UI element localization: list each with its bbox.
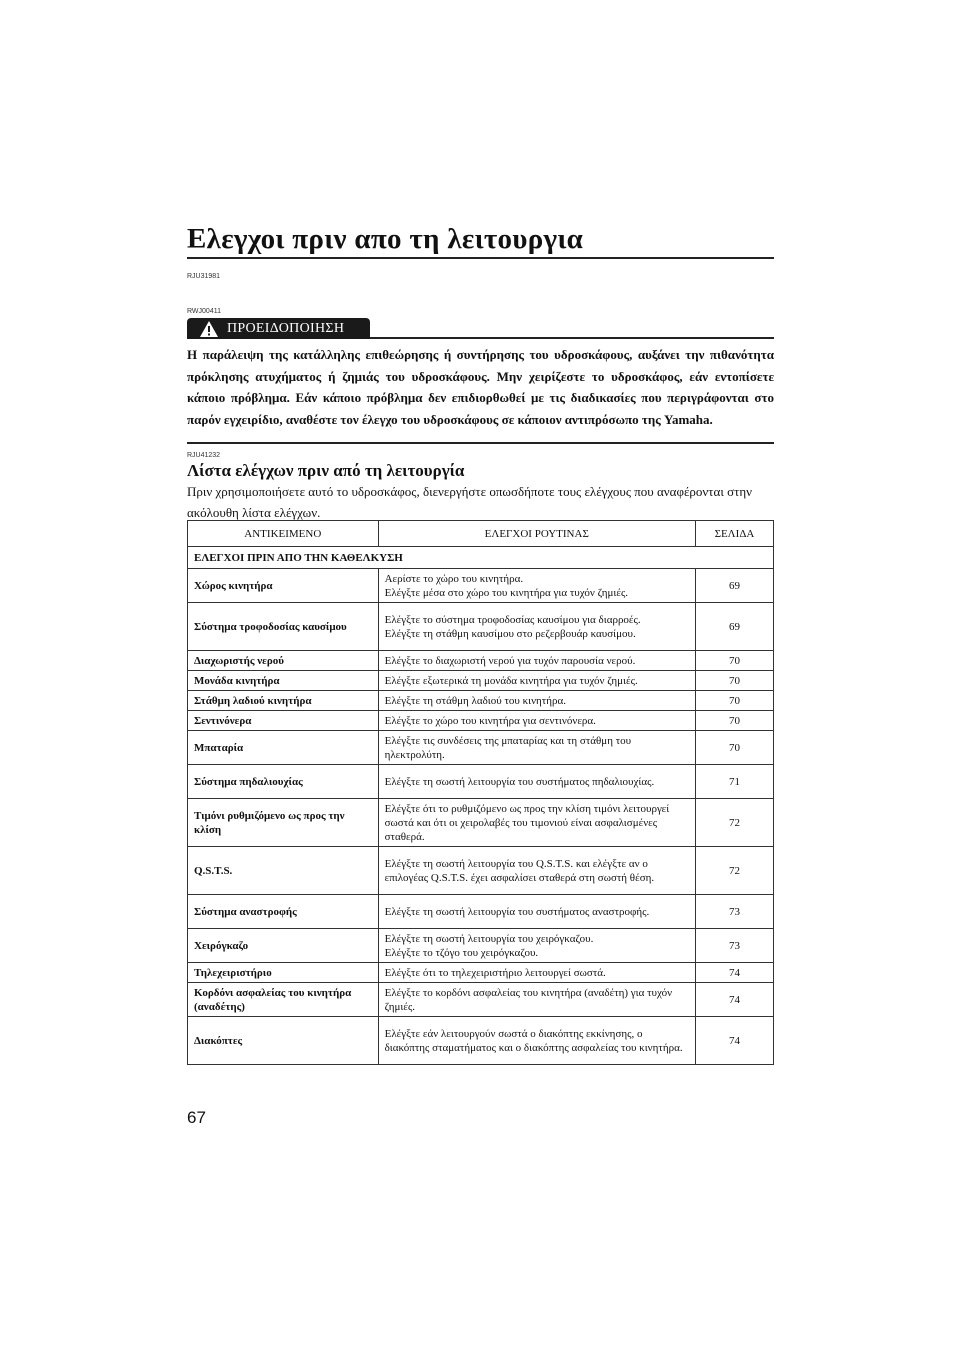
table-row bbox=[188, 671, 774, 691]
row-page: 70 bbox=[695, 731, 773, 765]
header-checks: ΕΛΕΓΧΟΙ ΡΟΥΤΙΝΑΣ bbox=[378, 521, 695, 547]
row-page: 72 bbox=[695, 847, 773, 895]
section-code: RJU41232 bbox=[187, 452, 221, 459]
table-row bbox=[188, 929, 774, 963]
table-header-row bbox=[188, 521, 774, 547]
row-page: 73 bbox=[695, 895, 773, 929]
checklist-table bbox=[187, 520, 774, 1065]
row-check: Αερίστε το χώρο του κινητήρα. Ελέγξτε μέσα στο χώρο του κινητήρα για τυχόν ζημιές. bbox=[378, 569, 695, 603]
row-check: Ελέγξτε το χώρο του κινητήρα για σεντινόνερα. bbox=[378, 711, 695, 731]
row-page: 69 bbox=[695, 603, 773, 651]
table-row bbox=[188, 765, 774, 799]
warning-badge bbox=[187, 318, 370, 339]
table-row bbox=[188, 731, 774, 765]
table-row bbox=[188, 983, 774, 1017]
row-item: Μονάδα κινητήρα bbox=[188, 671, 379, 691]
row-check: Ελέγξτε τη στάθμη λαδιού του κινητήρα. bbox=[378, 691, 695, 711]
row-page: 70 bbox=[695, 671, 773, 691]
row-item: Χειρόγκαζο bbox=[188, 929, 379, 963]
warning-bottom-rule bbox=[187, 442, 774, 444]
row-item: Τηλεχειριστήριο bbox=[188, 963, 379, 983]
table-group-row bbox=[188, 547, 774, 569]
table-row bbox=[188, 603, 774, 651]
row-check: Ελέγξτε τη σωστή λειτουργία του συστήματος πηδαλιουχίας. bbox=[378, 765, 695, 799]
table-row bbox=[188, 1017, 774, 1065]
row-item: Q.S.T.S. bbox=[188, 847, 379, 895]
table-row bbox=[188, 895, 774, 929]
header-item: ΑΝΤΙΚΕΙΜΕΝΟ bbox=[188, 521, 379, 547]
row-item: Χώρος κινητήρα bbox=[188, 569, 379, 603]
row-page: 74 bbox=[695, 1017, 773, 1065]
group-label: ΕΛΕΓΧΟΙ ΠΡΙΝ ΑΠΟ ΤΗΝ ΚΑΘΕΛΚΥΣΗ bbox=[188, 547, 774, 569]
page-title: Ελεγχοι πριν απο τη λειτουργια bbox=[187, 222, 774, 259]
row-item: Διακόπτες bbox=[188, 1017, 379, 1065]
row-check: Ελέγξτε εξωτερικά τη μονάδα κινητήρα για τυχόν ζημιές. bbox=[378, 671, 695, 691]
section-title: Λίστα ελέγχων πριν από τη λειτουργία bbox=[187, 461, 465, 480]
table-row bbox=[188, 963, 774, 983]
row-page: 69 bbox=[695, 569, 773, 603]
row-item: Μπαταρία bbox=[188, 731, 379, 765]
row-check: Ελέγξτε το κορδόνι ασφαλείας του κινητήρα (αναδέτη) για τυχόν ζημιές. bbox=[378, 983, 695, 1017]
table-row bbox=[188, 711, 774, 731]
table-row bbox=[188, 691, 774, 711]
row-check: Ελέγξτε εάν λειτουργούν σωστά ο διακόπτης εκκίνησης, ο διακόπτης σταματήματος και ο διακόπτης ασφαλείας του κινητήρα. bbox=[378, 1017, 695, 1065]
table-row bbox=[188, 847, 774, 895]
row-check: Ελέγξτε τη σωστή λειτουργία του χειρόγκαζου. Ελέγξτε το τζόγο του χειρόγκαζου. bbox=[378, 929, 695, 963]
row-page: 71 bbox=[695, 765, 773, 799]
row-item: Στάθμη λαδιού κινητήρα bbox=[188, 691, 379, 711]
row-item: Σεντινόνερα bbox=[188, 711, 379, 731]
row-check: Ελέγξτε ότι το ρυθμιζόμενο ως προς την κλίση τιμόνι λειτουργεί σωστά και ότι οι χειρολαβές του τιμονιού είναι ασφαλισμένες σταθερά. bbox=[378, 799, 695, 847]
row-item: Διαχωριστής νερού bbox=[188, 651, 379, 671]
row-check: Ελέγξτε τη σωστή λειτουργία του Q.S.T.S. και ελέγξτε αν ο επιλογέας Q.S.T.S. έχει ασφαλίσει σταθερά στη σωστή θέση. bbox=[378, 847, 695, 895]
row-item: Κορδόνι ασφαλείας του κινητήρα (αναδέτης) bbox=[188, 983, 379, 1017]
row-page: 70 bbox=[695, 711, 773, 731]
row-page: 70 bbox=[695, 651, 773, 671]
warning-label: ΠΡΟΕΙΔΟΠΟΙΗΣΗ bbox=[227, 320, 345, 336]
warning-text: Η παράλειψη της κατάλληλης επιθεώρησης ή συντήρησης του υδροσκάφους, αυξάνει την πιθανότητα πρόκλησης ατυχήματος ή ζημιάς του υδροσκάφους. Μην χειρίζεστε το υδροσκάφος, εάν εντοπίσετε κάποιο πρόβλημα. Εάν κάποιο πρόβλημα δεν επιδιορθωθεί με τις διαδικασίες που περιγράφονται στο παρόν εγχειρίδιο, αναθέστε τον έλεγχο του υδροσκάφους σε κάποιον αντιπρόσωπο της Yamaha. bbox=[187, 347, 774, 427]
table-row bbox=[188, 799, 774, 847]
row-check: Ελέγξτε τις συνδέσεις της μπαταρίας και τη στάθμη του ηλεκτρολύτη. bbox=[378, 731, 695, 765]
row-check: Ελέγξτε το σύστημα τροφοδοσίας καυσίμου για διαρροές. Ελέγξτε τη στάθμη καυσίμου στο ρεζερβουάρ καυσίμου. bbox=[378, 603, 695, 651]
row-page: 74 bbox=[695, 963, 773, 983]
row-item: Σύστημα τροφοδοσίας καυσίμου bbox=[188, 603, 379, 651]
row-item: Σύστημα αναστροφής bbox=[188, 895, 379, 929]
row-check: Ελέγξτε ότι το τηλεχειριστήριο λειτουργεί σωστά. bbox=[378, 963, 695, 983]
row-page: 73 bbox=[695, 929, 773, 963]
row-item: Σύστημα πηδαλιουχίας bbox=[188, 765, 379, 799]
doc-code: RJU31981 bbox=[187, 273, 221, 280]
table-row bbox=[188, 569, 774, 603]
warning-triangle-icon bbox=[199, 320, 219, 338]
warning-header bbox=[187, 318, 774, 340]
row-page: 72 bbox=[695, 799, 773, 847]
row-item: Τιμόνι ρυθμιζόμενο ως προς την κλίση bbox=[188, 799, 379, 847]
warning-code: RWJ00411 bbox=[187, 308, 221, 315]
header-page: ΣΕΛΙΔΑ bbox=[695, 521, 773, 547]
row-check: Ελέγξτε τη σωστή λειτουργία του συστήματος αναστροφής. bbox=[378, 895, 695, 929]
row-check: Ελέγξτε το διαχωριστή νερού για τυχόν παρουσία νερού. bbox=[378, 651, 695, 671]
page-number: 67 bbox=[187, 1108, 206, 1127]
intro-paragraph: Πριν χρησιμοποιήσετε αυτό το υδροσκάφος, διενεργήστε οπωσδήποτε τους ελέγχους που αναφέρονται στην ακόλουθη λίστα ελέγχων. bbox=[187, 484, 752, 520]
row-page: 74 bbox=[695, 983, 773, 1017]
warning-rule bbox=[370, 337, 774, 339]
table-row bbox=[188, 651, 774, 671]
row-page: 70 bbox=[695, 691, 773, 711]
